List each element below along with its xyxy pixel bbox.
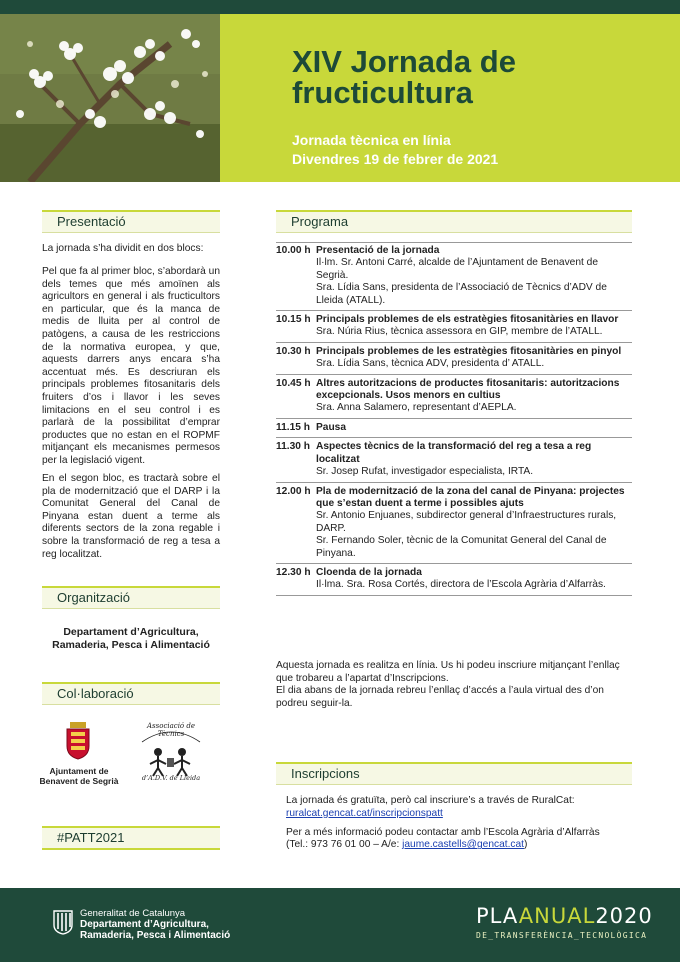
generalitat-logo-icon <box>52 909 74 935</box>
presentacio-heading-label: Presentació <box>57 214 126 229</box>
programa-item-body <box>316 441 630 478</box>
ajuntament-coat-of-arms-icon <box>64 722 92 760</box>
programa-item-speaker: Sra. Anna Salamero, representant d’AEPLA. <box>316 402 517 414</box>
organitzacio-heading-label: Organització <box>57 590 130 605</box>
programa-item-speaker: Sra. Núria Rius, tècnica assessora en GIP, membre de l’ATALL. <box>316 326 603 338</box>
programa-item-speaker: Sr. Fernando Soler, tècnic de la Comunitat General del Canal de Pinyana. <box>316 535 607 559</box>
online-note <box>276 660 632 710</box>
inscripcions-line-1: La jornada és gratuïta, però cal inscriure’s a través de RuralCat: <box>286 795 575 806</box>
presentacio-paragraph-1: Pel que fa al primer bloc, s’abordarà un dels temes que més amoïnen als agricultors en general i als fructicultors en particular, que és la manca de medis de lluita per al control de patògens, a causa de les restriccions de la normativa europea, y que, aquests darrers anys encara s’ha accentuat més. Es descriuran els principals problemes fitosanitaris dels fruiters d’os i llavor i les seves limitacions en el seu control i es parlarà de la possibilitat d’emprar productes que no estan en el ROPMF mitjançant els mecanismes permesos per la legislació vigent. <box>42 266 220 466</box>
programa-item-title: Pla de modernització de la zona del canal de Pinyana: projectes que s’estan duent a terme i possibles ajuts <box>316 485 625 509</box>
programa-item-body <box>316 378 630 415</box>
programa-item-body <box>316 314 630 339</box>
programa-item-title: Principals problemes de les estratègies fitosanitàries en pinyol <box>316 345 622 357</box>
collaboracio-heading-label: Col·laboració <box>57 686 134 701</box>
programa-item-title: Altres autoritzacions de productes fitosanitaris: autoritzacions excepcionals. Usos menors en cultius <box>316 377 620 402</box>
event-subtitle <box>292 131 498 169</box>
top-bar <box>0 0 680 14</box>
pla-anual-logo <box>476 904 653 928</box>
contact-email-link[interactable]: jaume.castells@gencat.cat <box>402 839 525 851</box>
generalitat-text <box>80 908 230 941</box>
collaboracio-heading <box>42 682 220 705</box>
programa-item <box>276 375 632 419</box>
programa-item <box>276 419 632 438</box>
programa-item-body <box>316 346 630 371</box>
inscripcions-contact-details <box>286 839 632 852</box>
pear-blossom-photo <box>0 14 220 182</box>
programa-item-speaker: Il·lm. Sr. Antoni Carré, alcalde de l’Ajuntament de Benavent de Segrià. <box>316 257 599 281</box>
plan-year: 2020 <box>595 904 653 928</box>
programa-item <box>276 343 632 375</box>
event-date: Divendres 19 de febrer de 2021 <box>292 151 499 167</box>
programa-item <box>276 242 632 311</box>
organitzacio-line-2: Ramaderia, Pesca i Alimentació <box>52 639 210 651</box>
programa-item-body <box>316 245 630 307</box>
inscripcions-heading-label: Inscripcions <box>291 766 360 781</box>
hashtag-label: #PATT2021 <box>57 830 125 845</box>
programa-item-speaker: Sra. Lídia Sans, tècnica ADV, presidenta d’ ATALL. <box>316 358 545 370</box>
plan-word-1: PLA <box>476 904 519 928</box>
programa-item-title: Aspectes tècnics de la transformació del reg a tesa a reg localitzat <box>316 441 592 465</box>
online-note-paragraph-2: El dia abans de la jornada rebreu l’enllaç d’accés a l’aula virtual des d’on podreu seguir-la. <box>276 685 604 709</box>
programa-item-time: 10.00 h <box>276 245 311 256</box>
programa-item-title: Pausa <box>316 421 347 433</box>
programa-item-time: 12.00 h <box>276 485 311 497</box>
hashtag-box <box>42 826 220 850</box>
programa-item-time: 10.30 h <box>276 345 311 357</box>
associacio-tecnics-logo <box>136 722 206 782</box>
programa-heading <box>276 210 632 233</box>
presentacio-heading <box>42 210 220 233</box>
organitzacio-heading <box>42 586 220 609</box>
title-line-1: XIV Jornada de <box>292 44 516 79</box>
associacio-logo-text: Associació de Tècnics <box>146 722 195 738</box>
programa-item-body <box>316 486 630 560</box>
event-title <box>292 46 592 108</box>
presentacio-intro: La jornada s’ha dividit en dos blocs: <box>42 243 204 254</box>
blossom-illustration <box>0 14 220 182</box>
online-note-paragraph-1: Aquesta jornada es realitza en línia. Us hi podeu inscriure mitjançant l’enllaç que trobareu a l’apartat d’Inscripcions. <box>276 660 620 684</box>
programa-item-time: 11.30 h <box>276 441 310 453</box>
programa-item-time: 10.45 h <box>276 377 311 389</box>
plan-word-2: ANUAL <box>518 904 596 928</box>
department-line-2: Ramaderia, Pesca i Alimentació <box>80 930 231 941</box>
programa-item-time: 10.15 h <box>276 314 311 326</box>
organitzacio-department <box>42 626 220 652</box>
inscripcions-body <box>286 795 632 852</box>
programa-list <box>276 242 632 596</box>
contact-suffix: ) <box>524 839 528 851</box>
ajuntament-label <box>36 766 122 786</box>
title-line-2: fructicultura <box>292 75 473 110</box>
presentacio-paragraph-2: En el segon bloc, es tractarà sobre el pla de modernització que el DARP i la Comunitat General del Canal de Pinyana estan duent a terme als diferents sectors de la zona regable i sobre la transformació de reg a tesa a reg localitzat. <box>42 473 220 560</box>
generalitat-name: Generalitat de Catalunya <box>80 908 186 919</box>
ruralcat-registration-link[interactable]: ruralcat.gencat.cat/inscripcionspatt <box>286 807 443 819</box>
organitzacio-line-1: Departament d’Agricultura, <box>63 626 199 638</box>
ajuntament-line-1: Ajuntament de <box>49 766 109 776</box>
associacio-logo-subtext: d’A.D.V. de Lleida <box>141 774 201 782</box>
ajuntament-line-2: Benavent de Segrià <box>39 776 119 786</box>
plan-subtitle: DE_TRANSFERÈNCIA_TECNOLÒGICA <box>476 931 648 940</box>
programa-item-title: Presentació de la jornada <box>316 245 440 256</box>
footer-bar <box>0 888 680 962</box>
programa-item <box>276 311 632 343</box>
programa-item-speaker: Sra. Lídia Sans, presidenta de l’Associació de Tècnics d’ADV de Lleida (ATALL). <box>316 282 607 306</box>
programa-item <box>276 483 632 564</box>
programa-item-speaker: Sr. Antonio Enjuanes, subdirector general d’Infraestructures rurals, DARP. <box>316 510 617 534</box>
programa-item-title: Principals problemes de els estratègies fitosanitàries en llavor <box>316 314 619 326</box>
programa-item-body <box>316 567 630 592</box>
inscripcions-contact-line: Per a més informació podeu contactar amb l’Escola Agrària d’Alfarràs <box>286 826 600 838</box>
programa-item-speaker: Il·lma. Sra. Rosa Cortés, directora de l’Escola Agrària d’Alfarràs. <box>316 579 606 591</box>
programa-item-body <box>316 422 630 434</box>
programa-item <box>276 438 632 482</box>
contact-phone: (Tel.: 973 76 01 00 – A/e: <box>286 839 403 851</box>
header-banner <box>220 14 680 182</box>
programa-item-speaker: Sr. Josep Rufat, investigador especialista, IRTA. <box>316 466 534 478</box>
programa-item-time: 11.15 h <box>276 421 310 433</box>
subtitle-line-1: Jornada tècnica en línia <box>292 132 451 148</box>
programa-item <box>276 564 632 596</box>
programa-heading-label: Programa <box>291 214 349 229</box>
programa-item-time: 12.30 h <box>276 566 311 578</box>
inscripcions-heading <box>276 762 632 785</box>
department-line-1: Departament d’Agricultura, <box>80 919 209 930</box>
programa-item-title: Cloenda de la jornada <box>316 566 422 578</box>
